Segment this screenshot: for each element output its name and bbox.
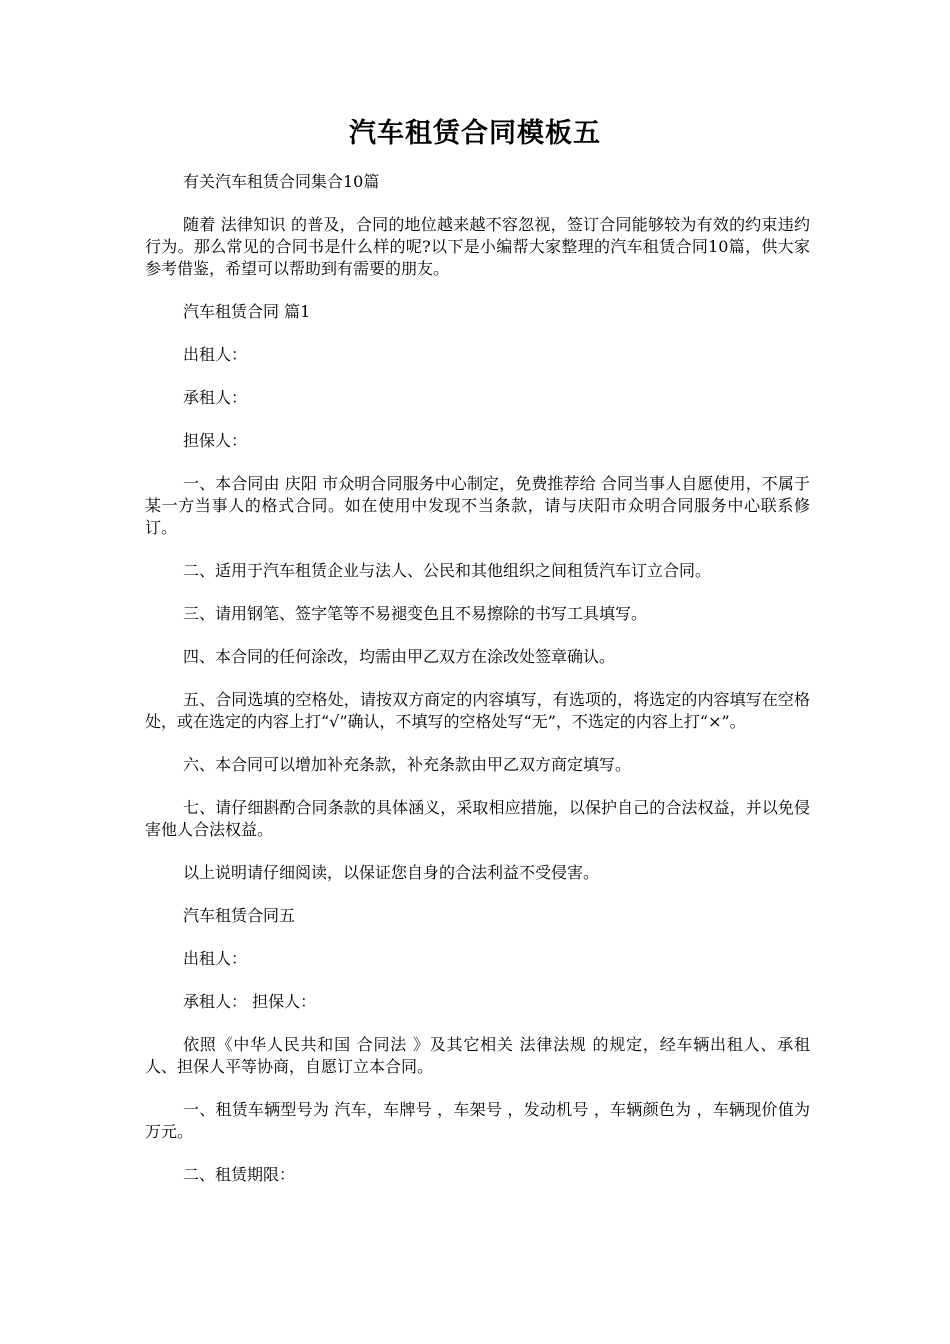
note-6-paragraph: 六、本合同可以增加补充条款，补充条款由甲乙双方商定填写。 bbox=[183, 755, 632, 774]
guarantor-line: 担保人： bbox=[183, 431, 248, 450]
note-3-paragraph: 三、请用钢笔、签字笔等不易褪变色且不易擦除的书写工具填写。 bbox=[183, 604, 648, 623]
lessee-line: 承租人： bbox=[183, 388, 248, 407]
note-7-paragraph: 七、请仔细斟酌合同条款的具体涵义，采取相应措施，以保护自己的合法权益，并以免侵害他人合法权益。 bbox=[145, 798, 810, 839]
document-title: 汽车租赁合同模板五 bbox=[349, 118, 601, 149]
document-body bbox=[145, 171, 810, 1207]
contract-heading: 汽车租赁合同五 bbox=[183, 906, 296, 925]
reminder-paragraph: 以上说明请仔细阅读，以保证您自身的合法利益不受侵害。 bbox=[183, 863, 600, 882]
clause-1-paragraph: 一、租赁车辆型号为 汽车，车牌号 ，车架号 ，发动机号 ，车辆颜色为 ，车辆现价值为 万元。 bbox=[145, 1100, 810, 1141]
note-2-paragraph: 二、适用于汽车租赁企业与法人、公民和其他组织之间租赁汽车订立合同。 bbox=[183, 561, 712, 580]
contract-lessor-line: 出租人： bbox=[183, 949, 248, 968]
lessor-line: 出租人： bbox=[183, 345, 248, 364]
legal-basis-paragraph: 依照《中华人民共和国 合同法 》及其它相关 法律法规 的规定，经车辆出租人、承租人、担保人平等协商，自愿订立本合同。 bbox=[145, 1035, 810, 1076]
subtitle-paragraph: 有关汽车租赁合同集合10篇 bbox=[183, 172, 380, 191]
clause-2-paragraph: 二、租赁期限： bbox=[183, 1165, 296, 1184]
contract-lessee-guarantor-line: 承租人： 担保人： bbox=[183, 992, 317, 1011]
note-4-paragraph: 四、本合同的任何涂改，均需由甲乙双方在涂改处签章确认。 bbox=[183, 647, 616, 666]
section-heading: 汽车租赁合同 篇1 bbox=[183, 302, 311, 321]
intro-paragraph: 随着 法律知识 的普及，合同的地位越来越不容忽视，签订合同能够较为有效的约束违约行为。那么常见的合同书是什么样的呢?以下是小编帮大家整理的汽车租赁合同10篇，供大家参考借鉴，希望可以帮助到有需要的朋友。 bbox=[145, 215, 810, 278]
note-5-paragraph: 五、合同选填的空格处，请按双方商定的内容填写，有选项的，将选定的内容填写在空格处，或在选定的内容上打“√”确认，不填写的空格处写“无”，不选定的内容上打“×”。 bbox=[145, 690, 810, 731]
note-1-paragraph: 一、本合同由 庆阳 市众明合同服务中心制定，免费推荐给 合同当事人自愿使用，不属于某一方当事人的格式合同。如在使用中发现不当条款，请与庆阳市众明合同服务中心联系修订。 bbox=[145, 474, 810, 537]
